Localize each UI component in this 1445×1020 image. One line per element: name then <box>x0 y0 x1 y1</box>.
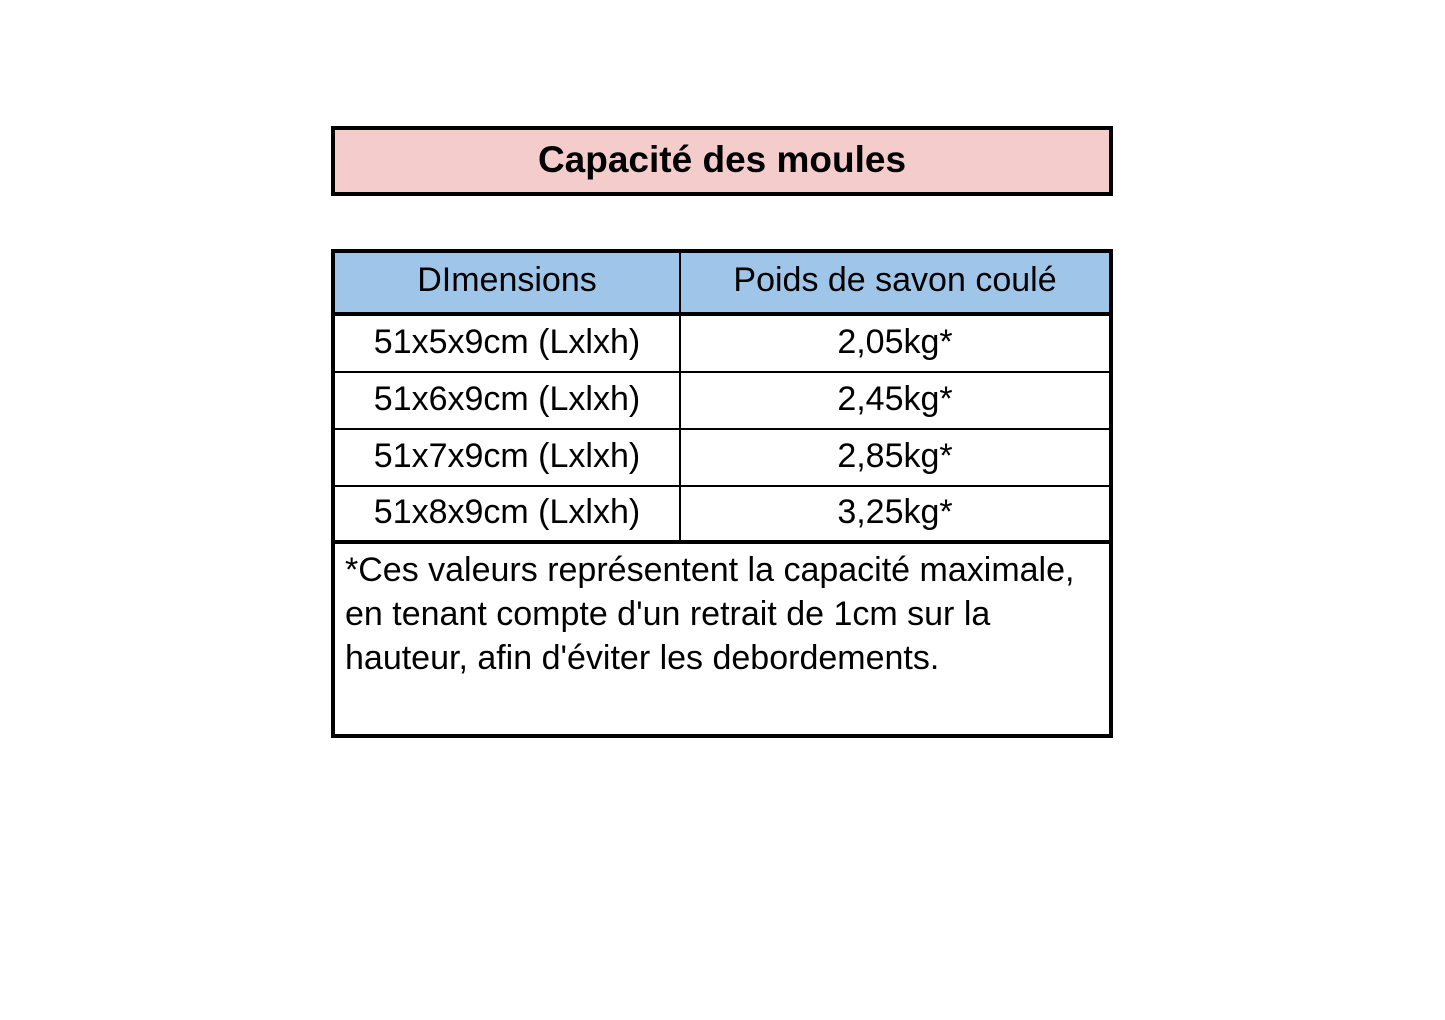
table-row <box>335 487 1109 544</box>
table-body <box>335 316 1109 544</box>
cell-weight: 2,45kg* <box>837 379 953 418</box>
table-row <box>335 430 1109 487</box>
header-weight: Poids de savon coulé <box>733 261 1057 299</box>
title-box <box>331 126 1113 196</box>
table-row <box>335 373 1109 430</box>
table-header-row <box>335 253 1109 316</box>
capacity-table <box>331 249 1113 738</box>
cell-weight: 2,85kg* <box>837 436 953 475</box>
page-title: Capacité des moules <box>537 138 907 180</box>
cell-weight: 3,25kg* <box>837 492 953 531</box>
footnote: *Ces valeurs représentent la capacité maximale, en tenant compte d'un retrait de 1cm sur la hauteur, afin d'éviter les debordements. <box>345 551 1075 677</box>
cell-weight: 2,05kg* <box>837 322 953 361</box>
table-row <box>335 316 1109 373</box>
cell-dimensions: 51x5x9cm (Lxlxh) <box>335 316 681 371</box>
cell-dimensions: 51x6x9cm (Lxlxh) <box>335 373 681 428</box>
cell-dimensions: 51x7x9cm (Lxlxh) <box>335 430 681 485</box>
cell-dimensions: 51x8x9cm (Lxlxh) <box>335 487 681 540</box>
header-dimensions: DImensions <box>335 253 681 312</box>
